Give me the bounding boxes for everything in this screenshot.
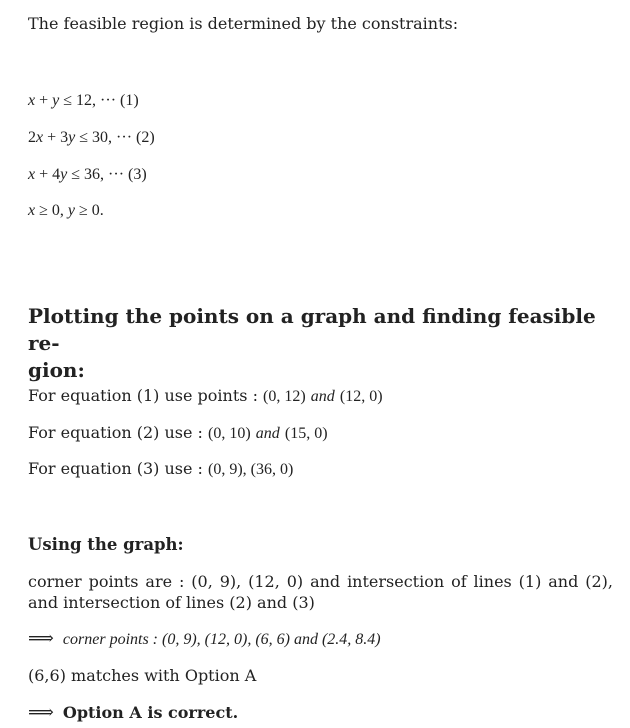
constraint-nonneg: x ≥ 0, y ≥ 0. [28, 202, 104, 219]
equation-1-prefix: For equation (1) use points : [28, 386, 264, 405]
corner-points-text: corner points are : (0, 9), (12, 0) and intersection of lines (1) and (2), and intersection of lines (2) and (3) [28, 572, 613, 612]
equation-2-point-b: (15, 0) [284, 425, 328, 442]
equation-2-line [28, 423, 328, 443]
conclusion-text: Option A is correct. [62, 703, 239, 722]
graph-heading: Using the graph: [28, 535, 184, 554]
section-heading: Plotting the points on a graph and finding feasible re- gion: [28, 304, 596, 382]
equation-2-point-a: (0, 10) [208, 425, 251, 442]
equation-1-line [28, 386, 383, 406]
equation-2-conj: and [255, 425, 280, 442]
implies-line [28, 628, 381, 649]
equation-3-line [28, 459, 293, 479]
corner-points-result: corner points : (0, 9), (12, 0), (6, 6) and (2.4, 8.4) [62, 631, 381, 648]
constraint-1: x + y ≤ 12, ··· (1) [28, 92, 139, 109]
intro-text: The feasible region is determined by the constraints: [28, 14, 459, 33]
equation-2-prefix: For equation (2) use : [28, 423, 209, 442]
equation-3-prefix: For equation (3) use : [28, 459, 209, 478]
equation-1-point-b: (12, 0) [339, 388, 383, 405]
implies-arrow-icon: ⟹ [28, 628, 54, 649]
constraint-2: 2x + 3y ≤ 30, ··· (2) [28, 129, 155, 146]
constraint-3: x + 4y ≤ 36, ··· (3) [28, 166, 147, 183]
conclusion-line [28, 702, 238, 723]
equation-1-conj: and [310, 388, 335, 405]
conclusion-arrow-icon: ⟹ [28, 702, 54, 723]
equation-1-point-a: (0, 12) [263, 388, 306, 405]
equation-3-points: (0, 9), (36, 0) [208, 461, 294, 478]
match-text: (6,6) matches with Option A [28, 666, 257, 685]
